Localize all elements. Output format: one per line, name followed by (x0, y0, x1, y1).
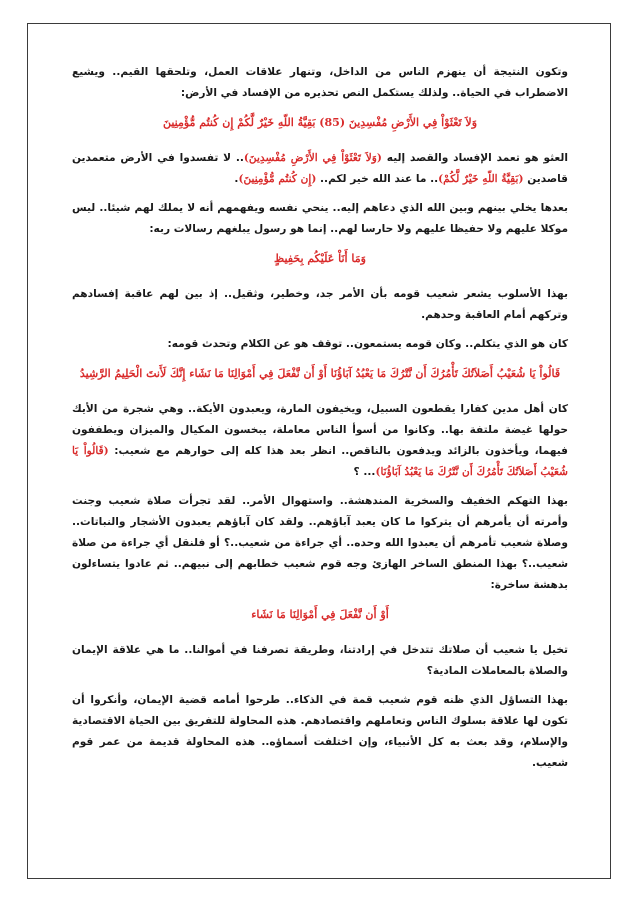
quran-verse: قَالُواْ يَا شُعَيْبُ أَصَلاَتُكَ تَأْمُرُكَ أَن نَّتْرُكَ مَا يَعْبُدُ آبَاؤُنَا أَوْ أَن نَّفْعَلَ فِي أَمْوَالِنَا مَا نَشَاء إِنَّكَ لَأَنتَ الْحَلِيمُ الرَّشِيدُ (79, 367, 561, 380)
paragraph: بهذا التهكم الخفيف والسخرية المندهشة.. واستهوال الأمر.. لقد تجرأت صلاة شعيب وجنت وأمرته أن يأمرهم أن يتركوا ما كان يعبد آباؤهم.. ولقد كان آباؤهم يعبدون الأشجار والنباتات.. وصلاة شعيب تأمرهم أن يعبدوا الله وحده.. أي جراءة من شعيب..؟ أو فلنقل أي جراءة من صلاة شعيب..؟ بهذا المنطق الساخر الهازئ وجه قوم شعيب خطابهم إلى نبيهم.. ثم عادوا يتساءلون بدهشة ساخرة: (72, 495, 568, 591)
paragraph: بهذا التساؤل الذي ظنه قوم شعيب قمة في الذكاء.. طرحوا أمامه قضية الإيمان، وأنكروا أن تكون لها علاقة بسلوك الناس وتعاملهم واقتصادهم. هذه المحاولة للتفريق بين الحياة الاقتصادية والإسلام، وقد بعث به كل الأنبياء، وإن اختلفت أسماؤه.. هذه المحاولة قديمة من عمر قوم شعيب. (72, 694, 568, 769)
quran-verse: وَمَا أَنَاْ عَلَيْكُم بِحَفِيظٍ (274, 252, 366, 265)
paragraph (72, 148, 568, 190)
paragraph: كان هو الذي يتكلم.. وكان قومه يستمعون.. توقف هو عن الكلام وتحدث قومه: (167, 338, 568, 350)
text-run: العثو هو تعمد الإفساد والقصد إليه (381, 152, 568, 164)
inline-verse-quote: (قَالُواْ يَا شُعَيْبُ أَصَلاَتُكَ تَأْمُرُكَ أَن نَّتْرُكَ مَا يَعْبُدُ آبَاؤُنَا) (72, 445, 568, 478)
inline-verse-quote: (وَلاَ تَعْثَوْاْ فِي الأَرْضِ مُفْسِدِينَ) (243, 152, 382, 164)
quran-verse: أَوْ أَن نَّفْعَلَ فِي أَمْوَالِنَا مَا نَشَاء (251, 608, 389, 621)
paragraph: بعدها يخلي بينهم وبين الله الذي دعاهم إليه.. ينحي نفسه ويفهمهم أنه لا يملك لهم شيئا.. ليس موكلا عليهم ولا حفيظا عليهم ولا حارسا لهم.. إنما هو رسول يبلغهم رسالات ربه: (72, 202, 568, 235)
paragraph (72, 399, 568, 483)
paragraph: تخيل يا شعيب أن صلاتك تتدخل في إرادتنا، وطريقة تصرفنا في أموالنا.. ما هي علاقة الإيمان والصلاة بالمعاملات المادية؟ (72, 644, 568, 677)
inline-verse-quote: (إِن كُنتُم مُّؤْمِنِينَ) (238, 173, 317, 185)
text-run: .. لا تفسدوا في الأرض متعمدين قاصدين (72, 152, 568, 185)
inline-verse-quote: (بَقِيَّةُ اللّهِ خَيْرٌ لَّكُمْ) (438, 173, 524, 185)
quran-verse: وَلاَ تَعْثَوْاْ فِي الأَرْضِ مُفْسِدِينَ (85) بَقِيَّةُ اللّهِ خَيْرٌ لَّكُمْ إِن كُنتُم مُّؤْمِنِينَ (162, 116, 478, 129)
text-run: كان أهل مدين كفارا يقطعون السبيل، ويخيفون المارة، ويعبدون الأيكة.. وهي شجرة من الأيك حولها غيضة ملتفة بها.. وكانوا من أسوأ الناس معاملة، يبخسون المكيال والميزان ويطففون فيهما، ويأخذون بالزائد ويدفعون بالناقص.. انظر بعد هذا كله إلى حوارهم مع شعيب: (72, 403, 568, 457)
text-run: . (234, 173, 239, 185)
text-run: ... ؟ (353, 466, 376, 478)
paragraph: بهذا الأسلوب يشعر شعيب قومه بأن الأمر جد، وخطير، وثقيل.. إذ بين لهم عاقبة إفسادهم وتركهم أمام العاقبة وحدهم. (72, 288, 568, 321)
text-run: .. ما عند الله خير لكم.. (316, 173, 439, 185)
document-body (72, 62, 568, 782)
paragraph: وتكون النتيجة أن ينهزم الناس من الداخل، وتنهار علاقات العمل، وتلحقها القيم.. ويشيع الاضطراب في الحياة.. ولذلك يستكمل النص تحذيره من الإفساد في الأرض: (72, 66, 568, 99)
